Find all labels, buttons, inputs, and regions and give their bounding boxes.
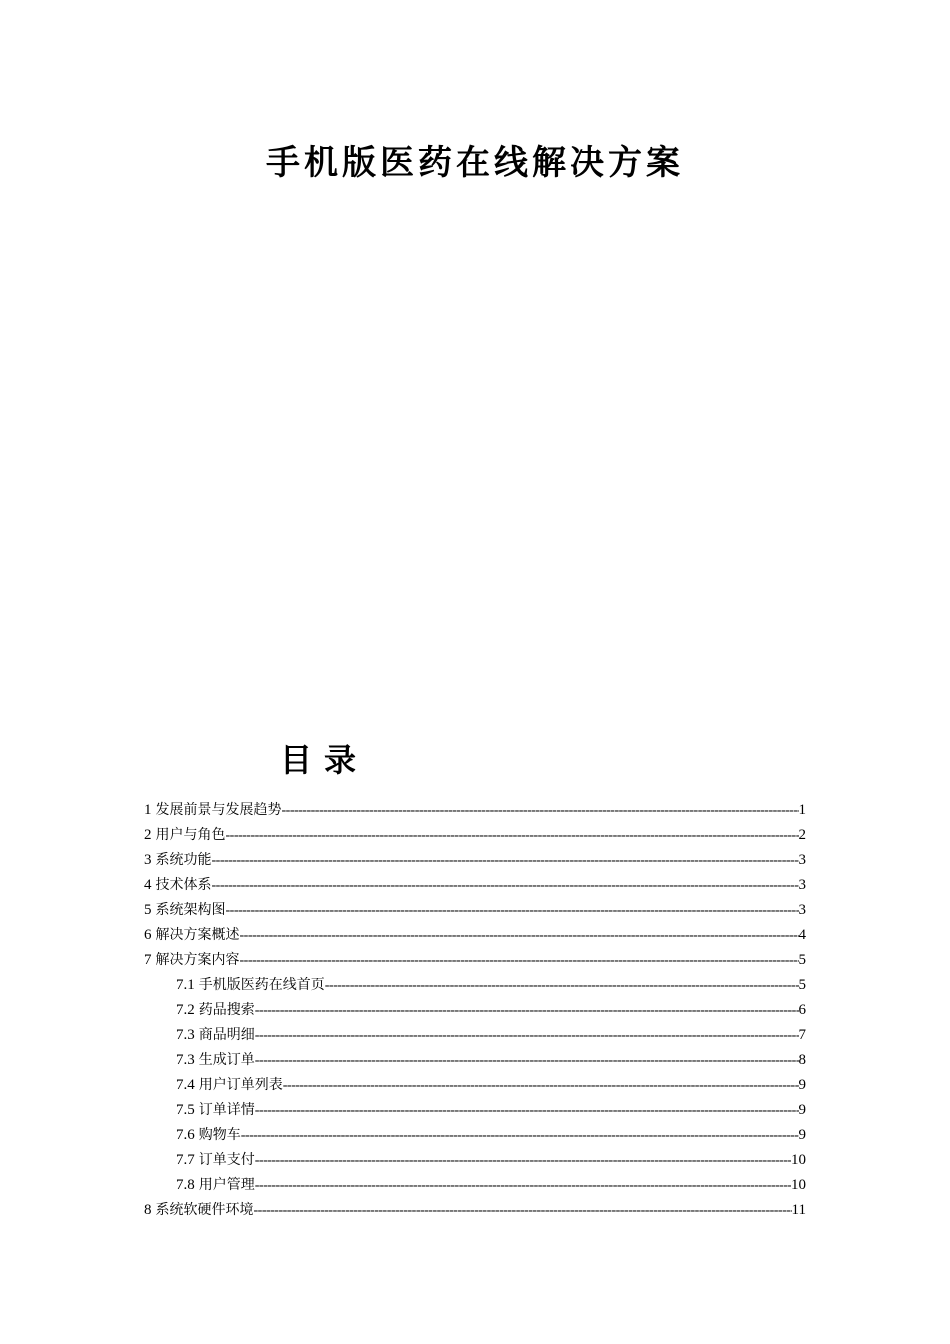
toc-entry-page: 1: [798, 802, 806, 818]
toc-leader: [255, 998, 799, 1023]
toc-leader: [283, 1073, 799, 1098]
toc-leader: [325, 973, 799, 998]
toc-entry-7-3a[interactable]: [144, 1022, 806, 1047]
toc-entry-label: 订单详情: [198, 1102, 255, 1118]
toc-entry-number: 4: [144, 877, 152, 893]
toc-leader: [240, 948, 799, 973]
toc-leader: [255, 1148, 791, 1173]
toc-entry-7-2[interactable]: [144, 997, 806, 1022]
toc-leader: [226, 898, 799, 923]
toc-leader: [226, 823, 799, 848]
toc-entry-label: 解决方案概述: [155, 927, 240, 943]
toc-entry-4[interactable]: [144, 872, 806, 897]
toc-leader: [282, 798, 799, 823]
toc-entry-7-4[interactable]: [144, 1072, 806, 1097]
toc-entry-label: 解决方案内容: [155, 952, 240, 968]
toc-entry-number: 5: [144, 902, 152, 918]
document-title: 手机版医药在线解决方案: [266, 143, 684, 183]
toc-leader: [212, 848, 799, 873]
table-of-contents: [144, 797, 806, 1222]
toc-entry-6[interactable]: [144, 922, 806, 947]
toc-entry-5[interactable]: [144, 897, 806, 922]
toc-entry-label: 系统软硬件环境: [155, 1202, 254, 1218]
toc-entry-7-6[interactable]: [144, 1122, 806, 1147]
toc-entry-label: 系统功能: [155, 852, 212, 868]
toc-entry-page: 7: [798, 1027, 806, 1043]
toc-entry-label: 用户管理: [198, 1177, 255, 1193]
toc-entry-label: 生成订单: [198, 1052, 255, 1068]
toc-entry-number: 8: [144, 1202, 152, 1218]
toc-entry-page: 5: [798, 952, 806, 968]
toc-entry-number: 7.1: [176, 977, 195, 993]
toc-leader: [255, 1048, 799, 1073]
toc-leader: [212, 873, 799, 898]
toc-entry-page: 9: [798, 1127, 806, 1143]
toc-entry-number: 7.5: [176, 1102, 195, 1118]
toc-entry-page: 9: [798, 1102, 806, 1118]
toc-entry-page: 3: [798, 877, 806, 893]
toc-leader: [255, 1098, 799, 1123]
toc-entry-number: 7.3: [176, 1027, 195, 1043]
toc-leader: [254, 1198, 792, 1223]
toc-entry-number: 7.8: [176, 1177, 195, 1193]
toc-entry-page: 6: [798, 1002, 806, 1018]
toc-entry-number: 7.4: [176, 1077, 195, 1093]
toc-entry-7-5[interactable]: [144, 1097, 806, 1122]
toc-entry-page: 8: [798, 1052, 806, 1068]
toc-entry-number: 3: [144, 852, 152, 868]
toc-entry-7-3b[interactable]: [144, 1047, 806, 1072]
toc-entry-number: 7: [144, 952, 152, 968]
toc-entry-number: 2: [144, 827, 152, 843]
toc-entry-label: 用户与角色: [155, 827, 226, 843]
toc-entry-number: 6: [144, 927, 152, 943]
toc-entry-page: 5: [798, 977, 806, 993]
toc-entry-7-7[interactable]: [144, 1147, 806, 1172]
toc-entry-label: 发展前景与发展趋势: [155, 802, 282, 818]
toc-entry-7[interactable]: [144, 947, 806, 972]
toc-leader: [255, 1173, 791, 1198]
toc-leader: [240, 923, 799, 948]
toc-entry-label: 用户订单列表: [198, 1077, 283, 1093]
toc-entry-page: 2: [798, 827, 806, 843]
toc-entry-7-8[interactable]: [144, 1172, 806, 1197]
toc-entry-number: 7.2: [176, 1002, 195, 1018]
toc-entry-label: 技术体系: [155, 877, 212, 893]
toc-entry-page: 11: [791, 1202, 806, 1218]
toc-entry-page: 4: [798, 927, 806, 943]
toc-entry-1[interactable]: [144, 797, 806, 822]
toc-entry-label: 商品明细: [198, 1027, 255, 1043]
toc-leader: [241, 1123, 799, 1148]
toc-leader: [255, 1023, 799, 1048]
toc-entry-label: 药品搜索: [198, 1002, 255, 1018]
toc-entry-label: 购物车: [198, 1127, 241, 1143]
toc-entry-page: 9: [798, 1077, 806, 1093]
toc-entry-2[interactable]: [144, 822, 806, 847]
toc-entry-number: 7.3: [176, 1052, 195, 1068]
toc-heading: 目录: [280, 741, 369, 779]
toc-entry-page: 3: [798, 852, 806, 868]
toc-entry-7-1[interactable]: [144, 972, 806, 997]
toc-entry-label: 系统架构图: [155, 902, 226, 918]
toc-entry-8[interactable]: [144, 1197, 806, 1222]
toc-entry-page: 10: [791, 1152, 806, 1168]
toc-entry-number: 1: [144, 802, 152, 818]
toc-entry-page: 10: [791, 1177, 806, 1193]
toc-entry-label: 订单支付: [198, 1152, 255, 1168]
toc-entry-number: 7.6: [176, 1127, 195, 1143]
toc-entry-3[interactable]: [144, 847, 806, 872]
toc-entry-page: 3: [798, 902, 806, 918]
toc-entry-label: 手机版医药在线首页: [198, 977, 325, 993]
toc-entry-number: 7.7: [176, 1152, 195, 1168]
